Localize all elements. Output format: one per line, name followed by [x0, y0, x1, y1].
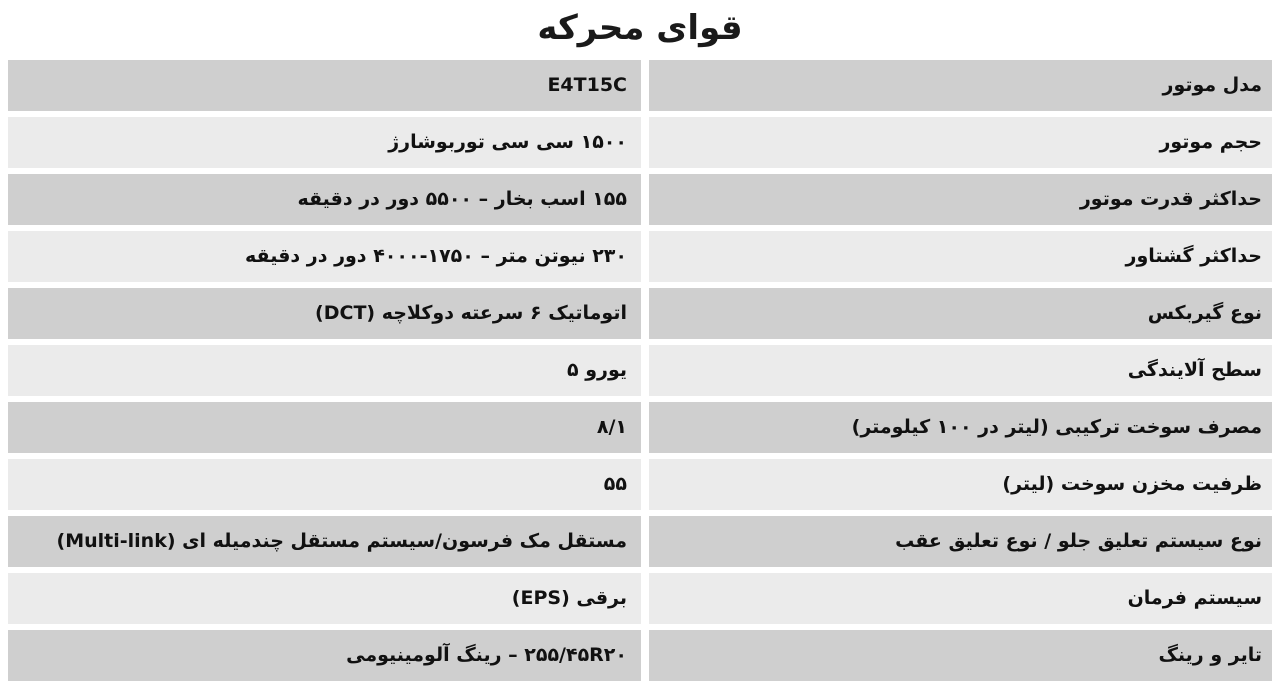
table-row	[8, 573, 1272, 624]
table-row	[8, 516, 1272, 567]
spec-label: نوع گیربکس	[649, 288, 1272, 339]
table-row	[8, 402, 1272, 453]
spec-label: حداکثر گشتاور	[649, 231, 1272, 282]
spec-value: ۱۵۵ اسب بخار – ۵۵۰۰ دور در دقیقه	[8, 174, 641, 225]
spec-value: یورو ۵	[8, 345, 641, 396]
table-row	[8, 288, 1272, 339]
spec-label: نوع سیستم تعلیق جلو / نوع تعلیق عقب	[649, 516, 1272, 567]
spec-label: سیستم فرمان	[649, 573, 1272, 624]
spec-label: حجم موتور	[649, 117, 1272, 168]
spec-label: مصرف سوخت ترکیبی (لیتر در ۱۰۰ کیلومتر)	[649, 402, 1272, 453]
spec-value: مستقل مک فرسون/سیستم مستقل چندمیله ای (Multi-link)	[8, 516, 641, 567]
page-title: قوای محرکه	[537, 8, 743, 48]
spec-value: برقی (EPS)	[8, 573, 641, 624]
spec-value: اتوماتیک ۶ سرعته دوکلاچه (DCT)	[8, 288, 641, 339]
spec-value: E4T15C	[8, 60, 641, 111]
spec-label: حداکثر قدرت موتور	[649, 174, 1272, 225]
spec-value: ۱۵۰۰ سی سی توربوشارژ	[8, 117, 641, 168]
table-row	[8, 174, 1272, 225]
table-row	[8, 60, 1272, 111]
spec-value: ۲۳۰ نیوتن متر – ۱۷۵۰-۴۰۰۰ دور در دقیقه	[8, 231, 641, 282]
table-row	[8, 117, 1272, 168]
spec-label: تایر و رینگ	[649, 630, 1272, 681]
spec-label: مدل موتور	[649, 60, 1272, 111]
spec-label: سطح آلایندگی	[649, 345, 1272, 396]
spec-value: ۵۵	[8, 459, 641, 510]
table-row	[8, 459, 1272, 510]
spec-value: ۲۵۵/۴۵R۲۰ – رینگ آلومینیومی	[8, 630, 641, 681]
spec-value: ۸/۱	[8, 402, 641, 453]
spec-table	[8, 60, 1272, 687]
table-row	[8, 630, 1272, 681]
spec-label: ظرفیت مخزن سوخت (لیتر)	[649, 459, 1272, 510]
table-row	[8, 231, 1272, 282]
table-row	[8, 345, 1272, 396]
